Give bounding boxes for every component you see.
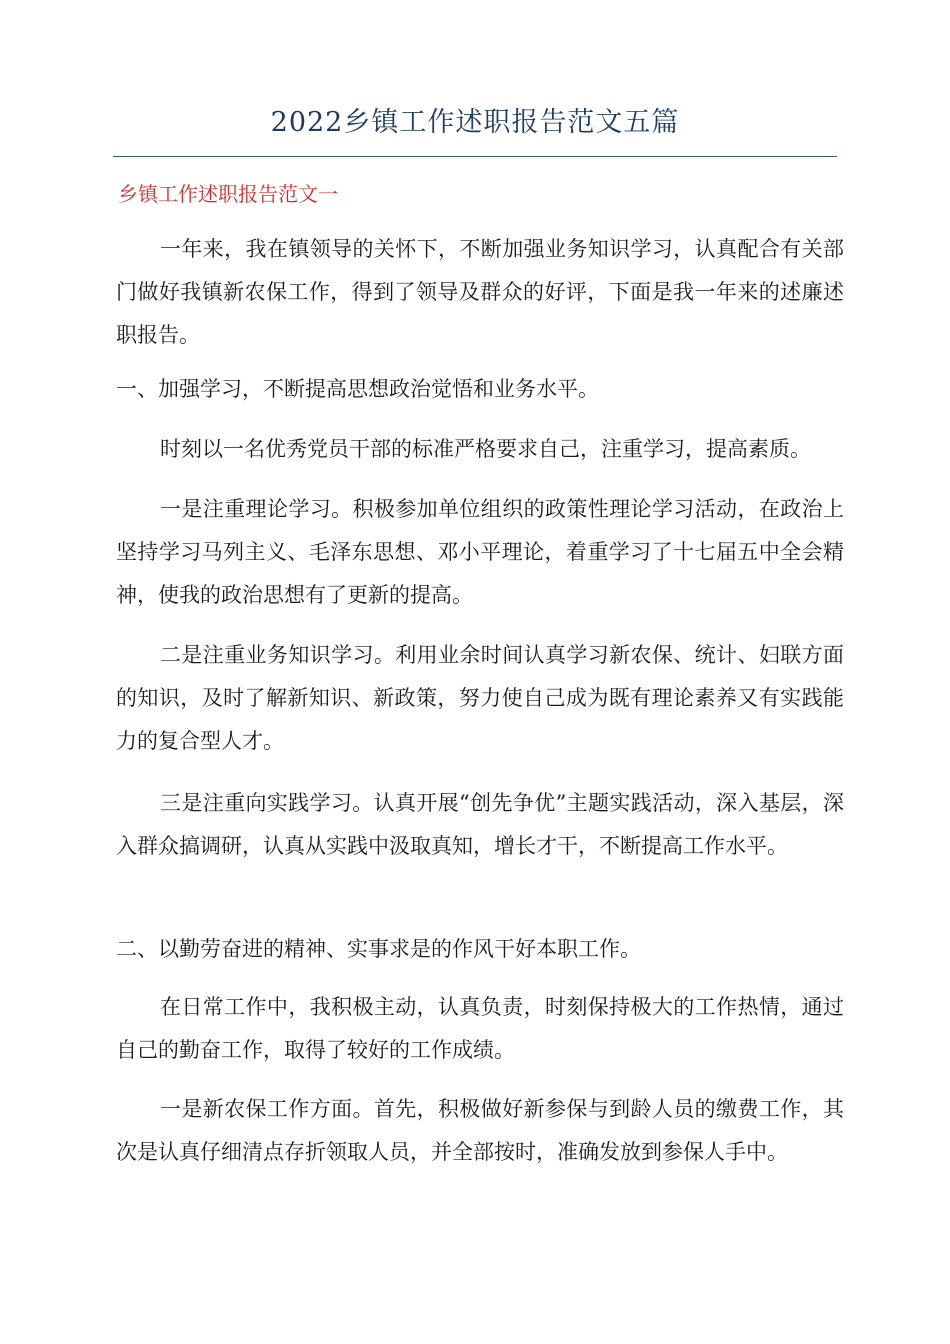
heading-part-one: 一、加强学习，不断提高思想政治觉悟和业务水平。 <box>116 377 599 401</box>
paragraph-practice-study: 三是注重向实践学习。认真开展“创先争优”主题实践活动，深入基层，深入群众搞调研，认真从实践中汲取真知，增长才干，不断提高工作水平。 <box>116 791 844 858</box>
paragraph-study-requirement: 时刻以一名优秀党员干部的标准严格要求自己，注重学习，提高素质。 <box>160 437 811 461</box>
heading-part-two: 二、以勤劳奋进的精神、实事求是的作风干好本职工作。 <box>116 937 641 961</box>
section-heading: 乡镇工作述职报告范文一 <box>118 182 338 206</box>
paragraph-theory-study: 一是注重理论学习。积极参加单位组织的政策性理论学习活动，在政治上坚持学习马列主义、毛泽东思想、邓小平理论，着重学习了十七届五中全会精神，使我的政治思想有了更新的提高。 <box>116 497 844 607</box>
paragraph-intro: 一年来，我在镇领导的关怀下，不断加强业务知识学习，认真配合有关部门做好我镇新农保工作，得到了领导及群众的好评，下面是我一年来的述廉述职报告。 <box>116 237 844 347</box>
paragraph-business-study: 二是注重业务知识学习。利用业余时间认真学习新农保、统计、妇联方面的知识，及时了解新知识、新政策，努力使自己成为既有理论素养又有实践能力的复合型人才。 <box>116 643 844 753</box>
paragraph-daily-work: 在日常工作中，我积极主动，认真负责，时刻保持极大的工作热情，通过自己的勤奋工作，取得了较好的工作成绩。 <box>116 995 844 1062</box>
title-divider <box>113 156 837 157</box>
document-title: 2022乡镇工作述职报告范文五篇 <box>270 107 680 138</box>
paragraph-rural-pension: 一是新农保工作方面。首先，积极做好新参保与到龄人员的缴费工作，其次是认真仔细清点存折领取人员，并全部按时，准确发放到参保人手中。 <box>116 1097 844 1164</box>
